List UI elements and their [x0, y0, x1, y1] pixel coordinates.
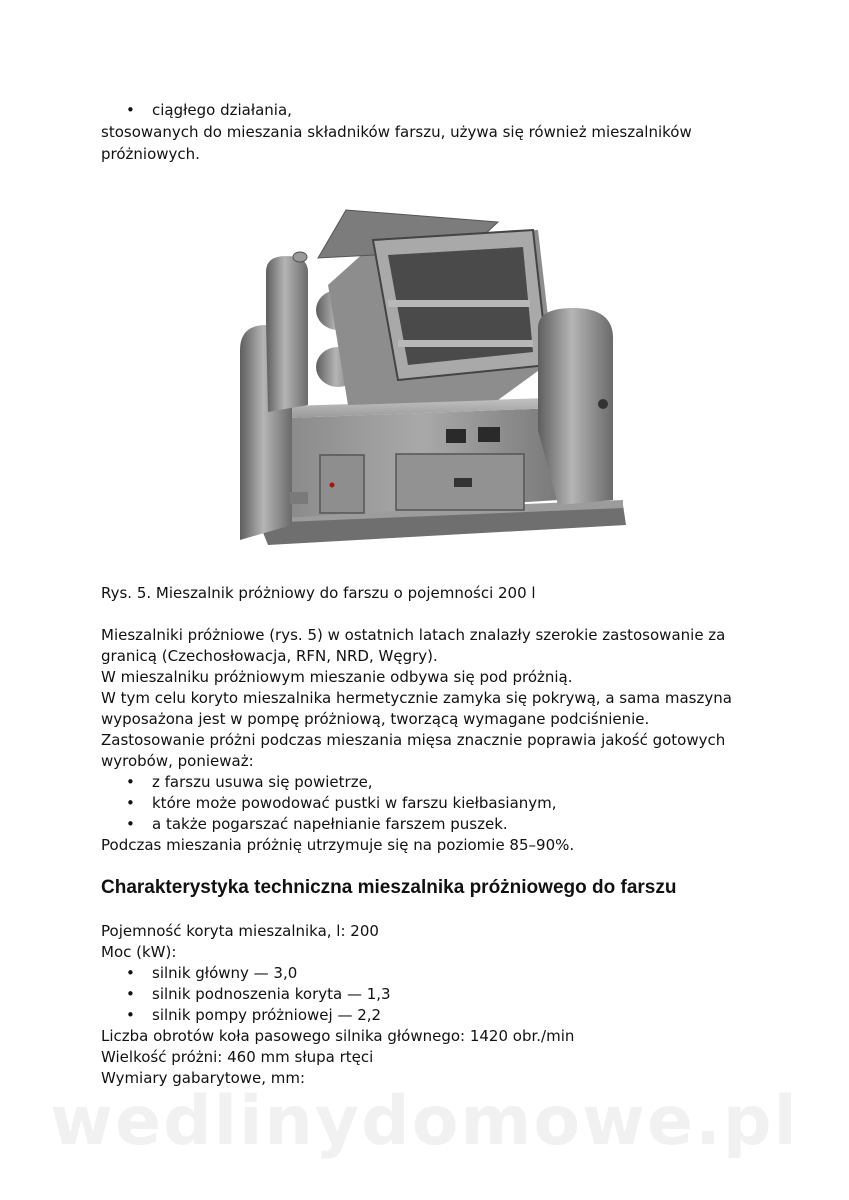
paragraph-line: W mieszalniku próżniowym mieszanie odbywa się pod próżnią. [101, 668, 573, 686]
bullet-marker: • [126, 1006, 135, 1024]
vacuum-mixer-image [228, 200, 628, 570]
paragraph-line: Mieszalniki próżniowe (rys. 5) w ostatnich latach znalazły szerokie zastosowanie za [101, 626, 726, 644]
list-item: silnik pompy próżniowej — 2,2 [152, 1006, 382, 1024]
paragraph-line: Podczas mieszania próżnię utrzymuje się na poziomie 85–90%. [101, 836, 575, 854]
bullet-marker: • [126, 815, 135, 833]
intro-bullet-item: ciągłego działania, [152, 101, 292, 119]
list-item: a także pogarszać napełnianie farszem puszek. [152, 815, 508, 833]
spec-rpm: Liczba obrotów koła pasowego silnika głównego: 1420 obr./min [101, 1027, 575, 1045]
list-item: z farszu usuwa się powietrze, [152, 773, 373, 791]
paragraph-line: granicą (Czechosłowacja, RFN, NRD, Węgry). [101, 647, 438, 665]
bullet-marker: • [126, 964, 135, 982]
paragraph-line: wyposażona jest w pompę próżniową, tworzącą wymagane podciśnienie. [101, 710, 650, 728]
paragraph-line: W tym celu koryto mieszalnika hermetycznie zamyka się pokrywą, a sama maszyna [101, 689, 732, 707]
bullet-marker: • [126, 101, 135, 119]
intro-line-2: próżniowych. [101, 145, 200, 163]
paragraph-line: wyrobów, ponieważ: [101, 752, 254, 770]
bullet-marker: • [126, 794, 135, 812]
intro-line-1: stosowanych do mieszania składników farszu, używa się również mieszalników [101, 123, 692, 141]
spec-dimensions: Wymiary gabarytowe, mm: [101, 1069, 306, 1087]
spec-capacity: Pojemność koryta mieszalnika, l: 200 [101, 922, 379, 940]
list-item: silnik podnoszenia koryta — 1,3 [152, 985, 391, 1003]
spec-power-label: Moc (kW): [101, 943, 177, 961]
paragraph-line: Zastosowanie próżni podczas mieszania mięsa znacznie poprawia jakość gotowych [101, 731, 726, 749]
bullet-marker: • [126, 985, 135, 1003]
watermark: wedlinydomowe.pl [50, 1082, 799, 1161]
figure-caption: Rys. 5. Mieszalnik próżniowy do farszu o pojemności 200 l [101, 584, 536, 602]
bullet-marker: • [126, 773, 135, 791]
list-item: które może powodować pustki w farszu kiełbasianym, [152, 794, 557, 812]
list-item: silnik główny — 3,0 [152, 964, 298, 982]
section-heading: Charakterystyka techniczna mieszalnika próżniowego do farszu [101, 877, 677, 898]
spec-vacuum: Wielkość próżni: 460 mm słupa rtęci [101, 1048, 374, 1066]
